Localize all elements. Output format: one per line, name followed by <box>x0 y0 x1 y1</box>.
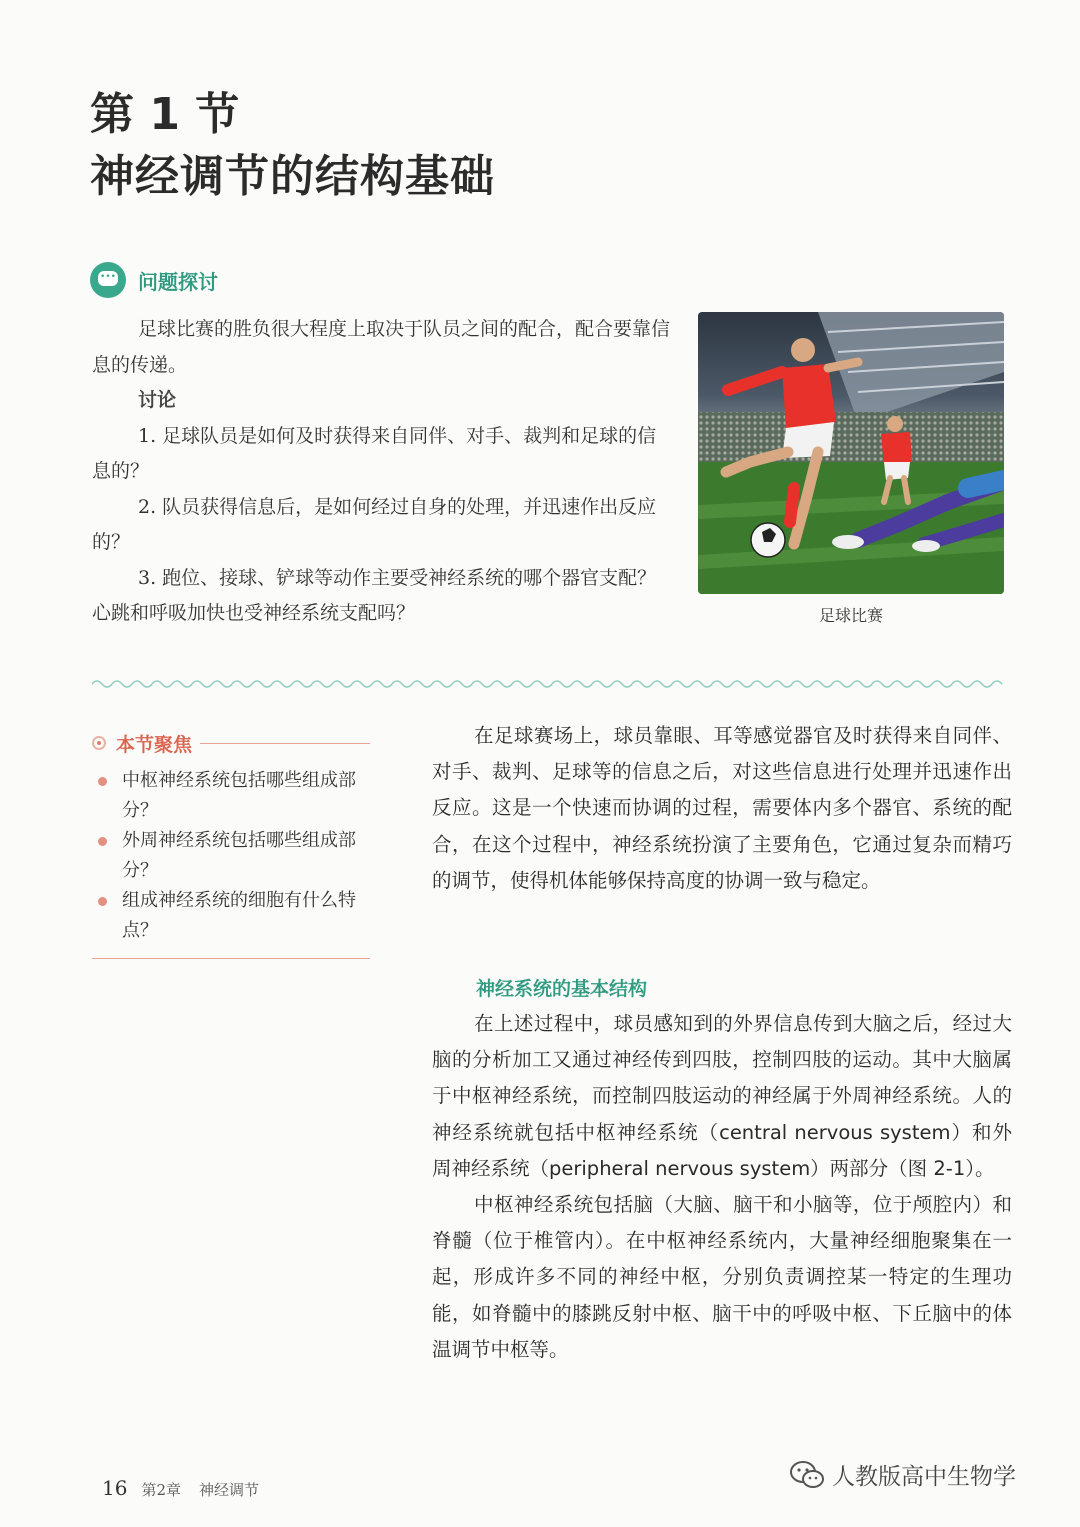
wavy-divider <box>92 678 1004 690</box>
soccer-scene-illustration <box>698 312 1004 594</box>
soccer-photo <box>698 312 1004 594</box>
footer-chapter: 第2章 <box>141 1481 181 1499</box>
discussion-intro: 足球比赛的胜负很大程度上取决于队员之间的配合，配合要靠信息的传递。 <box>92 318 671 376</box>
question-1: 1. 足球队员是如何及时获得来自同伴、对手、裁判和足球的信息的？ <box>92 424 657 482</box>
focus-header <box>92 728 370 758</box>
wechat-icon <box>788 1460 826 1490</box>
photo-caption: 足球比赛 <box>818 606 883 625</box>
focus-item: 中枢神经系统包括哪些组成部分？ <box>92 766 370 826</box>
watermark-text: 人教版高中生物学 <box>832 1464 1016 1490</box>
section-number: 第 1 节 <box>90 89 240 140</box>
focus-item: 组成神经系统的细胞有什么特点？ <box>92 886 370 946</box>
discussion-title: 问题探讨 <box>138 269 218 294</box>
question-2: 2. 队员获得信息后，是如何经过自身的处理，并迅速作出反应的？ <box>92 495 657 553</box>
body-paragraph-1: 在足球赛场上，球员靠眼、耳等感觉器官及时获得来自同伴、对手、裁判、足球等的信息之后，对这些信息进行处理并迅速作出反应。这是一个快速而协调的过程，需要体内多个器官、系统的配合，在这个过程中，神经系统扮演了主要角色，它通过复杂而精巧的调节，使得机体能够保持高度的协调一致与稳定。 <box>432 724 1012 892</box>
focus-bottom-rule <box>92 958 370 959</box>
focus-title: 本节聚焦 <box>116 733 193 756</box>
watermark <box>788 1458 1016 1491</box>
target-dot-icon <box>92 736 106 750</box>
page-number: 16 <box>102 1476 128 1500</box>
page-footer <box>102 1476 259 1500</box>
footer-chapter-title: 神经调节 <box>199 1481 260 1499</box>
focus-item: 外周神经系统包括哪些组成部分？ <box>92 826 370 886</box>
body-section <box>432 1006 1012 1368</box>
page-title: 神经调节的结构基础 <box>90 151 495 202</box>
focus-header-rule <box>200 743 370 744</box>
section-heading: 神经系统的基本结构 <box>476 978 648 1000</box>
body-intro <box>432 718 1012 899</box>
body-paragraph-3: 中枢神经系统包括脑（大脑、脑干和小脑等，位于颅腔内）和脊髓（位于椎管内）。在中枢神经系统内，大量神经细胞聚集在一起，形成许多不同的神经中枢，分别负责调控某一特定的生理功能，如脊髓中的膝跳反射中枢、脑干中的呼吸中枢、下丘脑中的体温调节中枢等。 <box>432 1193 1012 1361</box>
question-3: 3. 跑位、接球、铲球等动作主要受神经系统的哪个器官支配？心跳和呼吸加快也受神经系统支配吗？ <box>92 566 657 624</box>
focus-list <box>92 766 370 946</box>
chat-bubble-icon <box>90 262 126 298</box>
section-focus-box <box>92 728 370 959</box>
discussion-header <box>90 262 218 298</box>
discussion-subtitle: 讨论 <box>138 389 177 411</box>
body-paragraph-2: 在上述过程中，球员感知到的外界信息传到大脑之后，经过大脑的分析加工又通过神经传到四肢，控制四肢的运动。其中大脑属于中枢神经系统，而控制四肢运动的神经属于外周神经系统。人的神经系统就包括中枢神经系统（central nervous system）和外周神经系统（peripheral nervous system）两部分（图 2-1）。 <box>432 1012 1012 1180</box>
discussion-text <box>92 312 672 632</box>
